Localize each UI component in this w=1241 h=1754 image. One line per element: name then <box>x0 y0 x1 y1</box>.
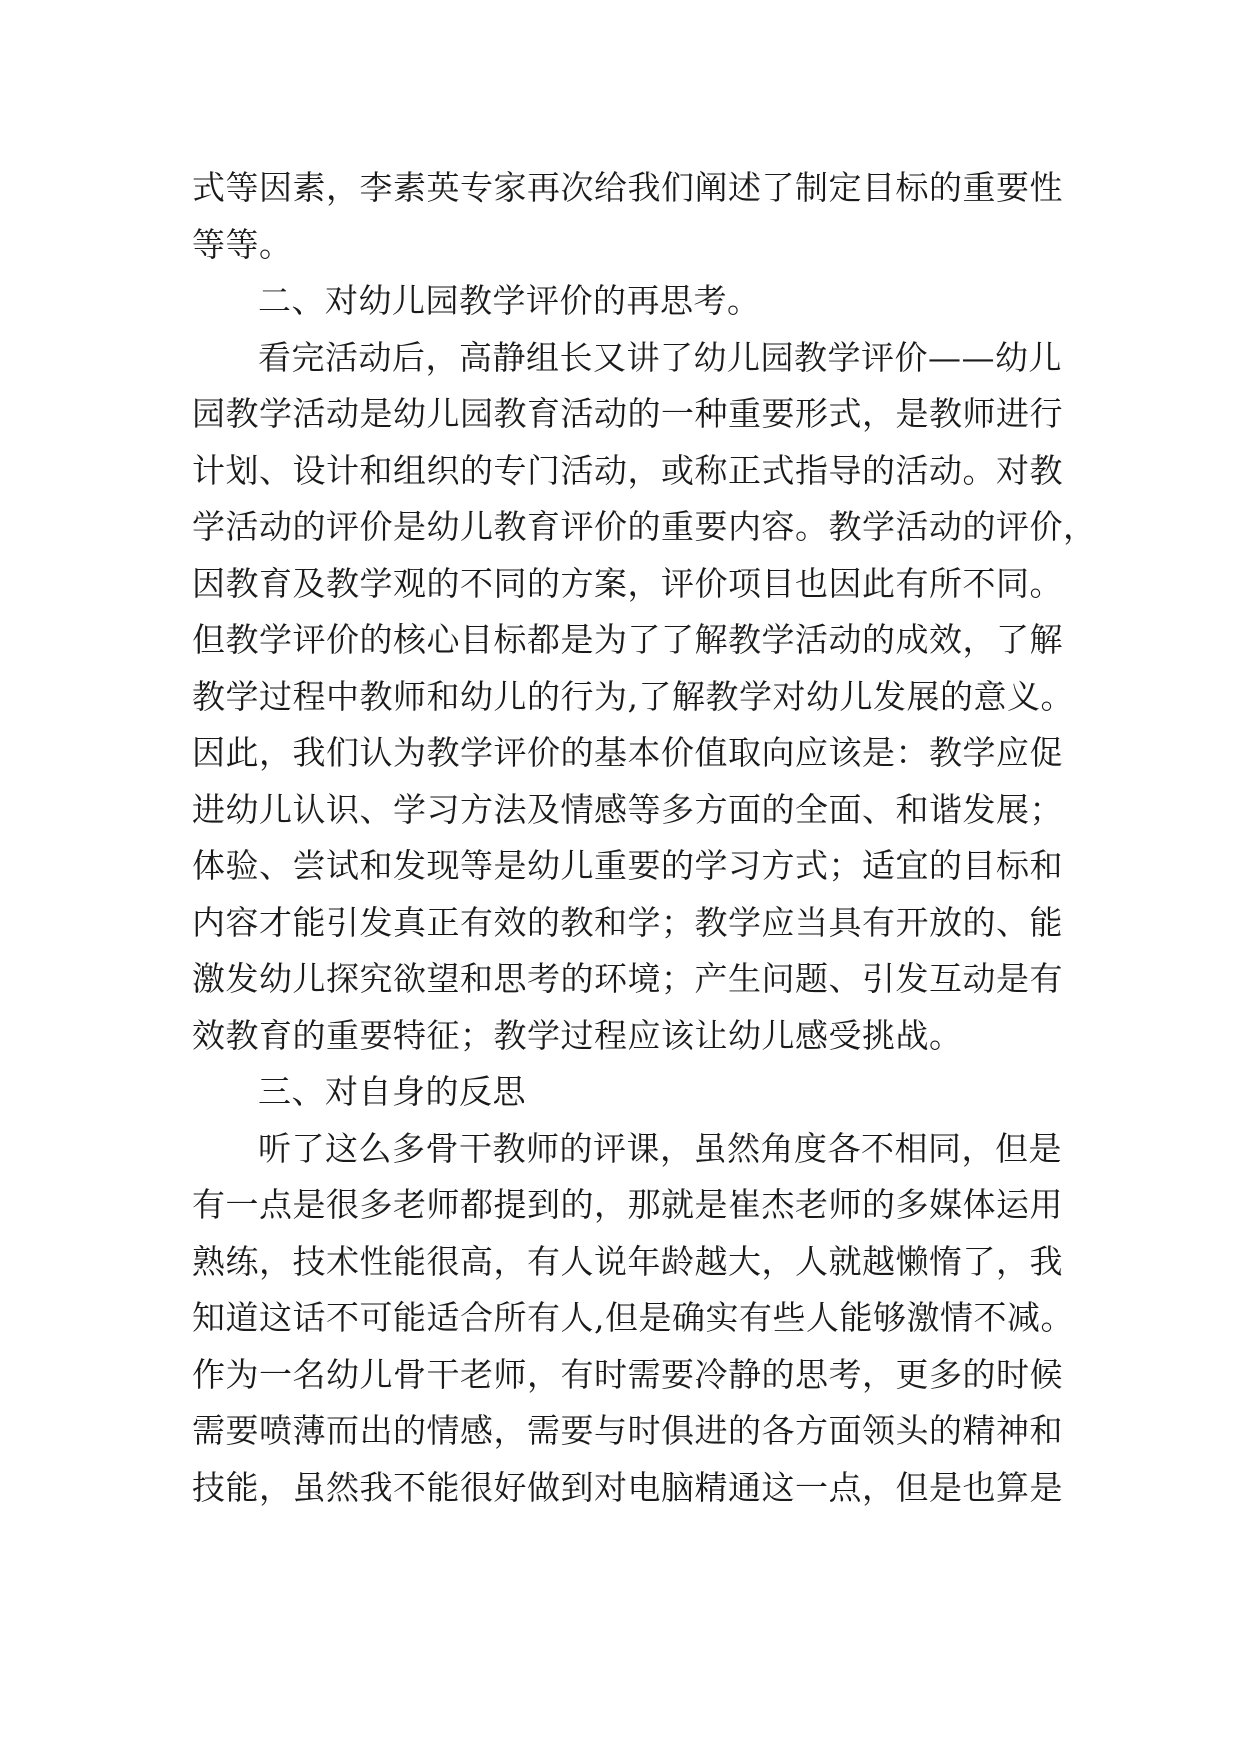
body-line-4: 看完活动后，高静组长又讲了幼儿园教学评价——幼儿 <box>258 337 1062 377</box>
body-line-15: 激发幼儿探究欲望和思考的环境；产生问题、引发互动是有 <box>192 959 1063 998</box>
body-line-5: 园教学活动是幼儿园教育活动的一种重要形式，是教师进行 <box>192 394 1063 433</box>
body-line-11: 因此，我们认为教学评价的基本价值取向应该是：教学应促 <box>192 733 1063 772</box>
body-line-24: 技能，虽然我不能很好做到对电脑精通这一点，但是也算是 <box>192 1467 1063 1507</box>
document-body <box>192 160 1097 1516</box>
body-line-21: 知道这话不可能适合所有人,但是确实有些人能够激情不减。 <box>192 1298 1074 1337</box>
body-line-1: 式等因素，李素英专家再次给我们阐述了制定目标的重要性 <box>192 168 1063 207</box>
body-line-13: 体验、尝试和发现等是幼儿重要的学习方式；适宜的目标和 <box>192 846 1063 885</box>
section-heading-3: 三、对自身的反思 <box>258 1072 526 1111</box>
body-line-16: 效教育的重要特征；教学过程应该让幼儿感受挑战。 <box>192 1015 963 1055</box>
body-line-14: 内容才能引发真正有效的教和学；教学应当具有开放的、能 <box>192 902 1063 942</box>
body-line-19: 有一点是很多老师都提到的，那就是崔杰老师的多媒体运用 <box>192 1185 1063 1224</box>
body-line-22: 作为一名幼儿骨干老师，有时需要冷静的思考，更多的时候 <box>192 1354 1063 1394</box>
body-line-7: 学活动的评价是幼儿教育评价的重要内容。教学活动的评价， <box>192 507 1097 546</box>
body-line-12: 进幼儿认识、学习方法及情感等多方面的全面、和谐发展； <box>192 789 1063 829</box>
section-heading-2: 二、对幼儿园教学评价的再思考。 <box>258 281 761 320</box>
body-line-9: 但教学评价的核心目标都是为了了解教学活动的成效，了解 <box>192 620 1063 659</box>
body-line-23: 需要喷薄而出的情感，需要与时俱进的各方面领头的精神和 <box>192 1411 1063 1450</box>
body-line-10: 教学过程中教师和幼儿的行为,了解教学对幼儿发展的意义。 <box>192 676 1074 716</box>
body-line-6: 计划、设计和组织的专门活动，或称正式指导的活动。对教 <box>192 450 1063 490</box>
body-line-20: 熟练，技术性能很高，有人说年龄越大，人就越懒惰了，我 <box>192 1241 1063 1281</box>
body-line-18: 听了这么多骨干教师的评课，虽然角度各不相同，但是 <box>258 1128 1062 1168</box>
body-line-2: 等等。 <box>192 224 293 264</box>
body-line-8: 因教育及教学观的不同的方案，评价项目也因此有所不同。 <box>192 563 1063 603</box>
